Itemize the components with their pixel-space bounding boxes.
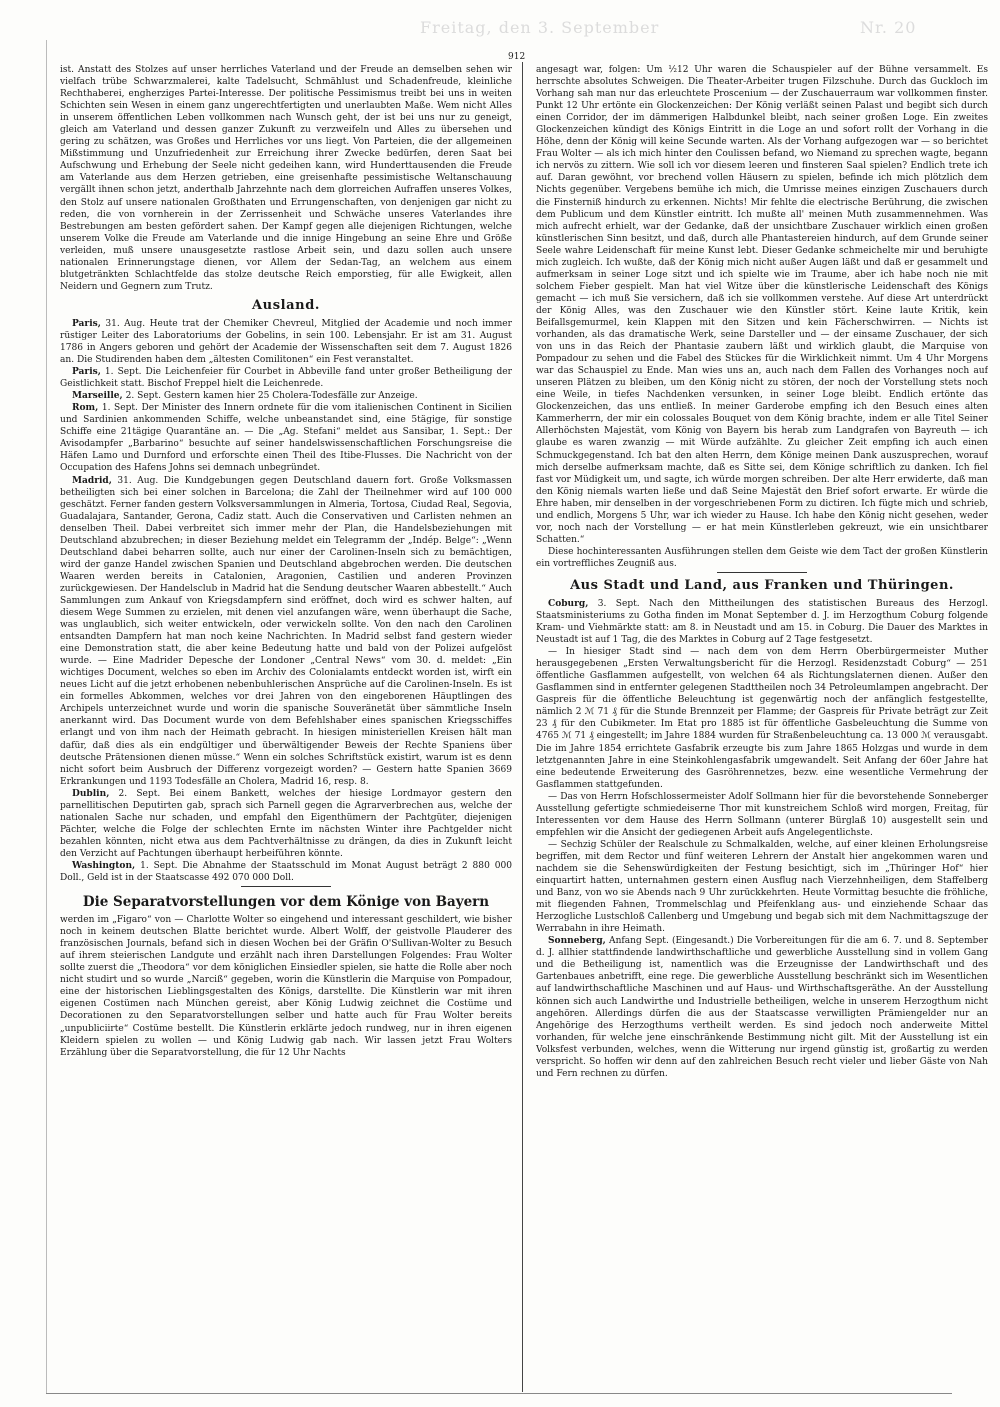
article-continuation: ist. Anstatt des Stolzes auf unser herrliches Vaterland und der Freude an demselben sehen wir vielfach trübe Schwarzmalerei, kalte Tadelsucht, Schmählust und Schadenfreude, kleinliche Rechthaberei, engherziges Partei-Interesse. Der politische Pessimismus treibt bei uns in weiten Schichten sein Wesen in einem ganz ungerechtfertigten und unerlaubten Maße. Wem nicht Alles in unserem öffentlichen Leben vollkommen nach Wunsch geht, der ist bei uns nur zu geneigt, gleich am Vaterland und dessen ganzer Zukunft zu verzweifeln und Alles zu übersehen und gering zu schätzen, was Großes und Herrliches vor uns liegt. Von Parteien, die der allgemeinen Mißstimmung und Unzufriedenheit zur Erreichung ihrer Zwecke bedürfen, deren Saat bei Aufschwung und Erhebung der Seele nicht gedeihen kann, wird Hunderttausenden die Freude am Vaterlande aus dem Herzen getrieben, eine greisenhafte pessimistische Weltanschauung vergällt ihnen schon jetzt, anderthalb Jahrzehnte nach dem glorreichen Aufraffen unseres Volkes, den Stolz auf unsere nationalen Großthaten und Errungenschaften, von denjenigen gar nicht zu reden, die von vornherein in der Zerrissenheit und Schwäche unseres Vaterlandes ihre Bestrebungen am besten gefördert sahen. Der Kampf gegen alle diejenigen Richtungen, welche unserem Volke die Freude am Vaterlande und die innige Hingebung an seine Ehre und Größe verleiden, muß unsere unausgesetzte rastlose Arbeit sein, und dazu sollen auch unsere nationalen Erinnerungstage dienen, vor Allem der Sedan-Tag, an welchem aus einem blutgetränkten Schlachtfelde das stolze deutsche Reich emporstieg, für alle Ewigkeit, allen Neidern und Gegnern zum Trutz.	[60, 65, 512, 292]
news-item-sonneberg	[536, 935, 988, 1080]
left-column	[60, 64, 512, 1364]
feature-text: werden im „Figaro“ von — Charlotte Wolter so eingehend und interessant geschildert, wie bisher noch in keinem deutschen Blatte berichtet wurde. Albert Wolff, der geistvolle Plauderer des französischen Journals, befand sich in diesen Wochen bei der Gräfin O'Sullivan-Wolter zu Besuch auf ihrem steierischen Landgute und erzählt nach ihren Darstellungen Folgendes: Frau Wolter sollte zuerst die „Theodora“ vor dem königlichen Einsiedler spielen, sie hatte die Rolle aber noch nicht studirt und so wurde „Narciß“ gegeben, worin die Künstlerin die Marquise von Pompadour, eine der historischen Lieblingsgestalten des Königs, darstellte. Die Künstlerin war mit ihren eigenen Costümen nach München gereist, aber König Ludwig zeichnet die Costüme und Decorationen zu den Separatvorstellungen selber und hatte auch für Frau Wolter bereits „unpubliciirte“ Costüme bestellt. Die Künstlerin erklärte jedoch rundweg, nur in ihren eigenen Kleidern spielen zu wollen — und König Ludwig gab nach. Wir lassen jetzt Frau Wolters Erzählung über die Separatvorstellung, die für 12 Uhr Nachts	[60, 915, 512, 1058]
heading-divider	[717, 572, 807, 573]
heading-divider	[241, 886, 331, 887]
right-column	[536, 64, 988, 1364]
news-text: 1. Sept. Der Minister des Innern ordnete für die vom italienischen Continent in Sicilien und Sardinien ankommenden Schiffe, welche unbeanstandet sind, eine 5tägige, für sonstige Schiffe eine 21tägige Quarantäne an. — Die „Ag. Stefani“ meldet aus Sansibar, 1. Sept.: Der Avisodampfer „Barbarino“ besuchte auf seiner handelswissenschaftlichen Forschungsreise die Häfen Lamo und Durnford und erforschte einen Theil des Itibe-Flusses. Die Nachricht von der Occupation des Hafens Johns sei demnach unbegründet.	[60, 403, 512, 474]
dateline: Coburg,	[548, 598, 589, 609]
news-item-paris-2	[60, 366, 512, 390]
news-text: 1. Sept. Die Abnahme der Staatsschuld im Monat August beträgt 2 880 000 Doll., Geld ist in der Staatscasse 492 070 000 Doll.	[60, 861, 512, 884]
feature-closing: Diese hochinteressanten Ausführungen stellen dem Geiste wie dem Tact der großen Künstlerin ein vortreffliches Zeugniß aus.	[536, 546, 988, 569]
bleed-through-text-right: Nr. 20	[860, 18, 917, 37]
dateline: Dublin,	[72, 788, 110, 799]
dateline: Marseille,	[72, 391, 123, 402]
page-frame-left	[46, 40, 47, 1394]
page-number: 912	[508, 52, 526, 62]
section-heading-regional: Aus Stadt und Land, aus Franken und Thüringen.	[570, 577, 954, 593]
news-text: 2. Sept. Gestern kamen hier 25 Cholera-Todesfälle zur Anzeige.	[125, 391, 418, 402]
news-text: 1. Sept. Die Leichenfeier für Courbet in Abbeville fand unter großer Betheiligung der Geistlichkeit statt. Bischof Freppel hielt die Leichenrede.	[60, 367, 512, 390]
feature-heading: Die Separatvorstellungen vor dem Könige von Bayern	[82, 894, 490, 911]
news-item-rom	[60, 402, 512, 474]
news-item-coburg-gate: — Das von Herrn Hofschlossermeister Adolf Sollmann hier für die bevorstehende Sonneberger Ausstellung gefertigte schmiedeiserne Thor mit kunstreichem Schloß wird morgen, Freitag, für Interessenten vor dem Hause des Herrn Sollmann (unterer Bürglaß 10) ausgestellt sein und empfehlen wir die Ansicht der gediegenen Arbeit aufs Angelegentlichste.	[536, 791, 988, 838]
news-item-coburg	[536, 598, 988, 646]
dateline: Madrid,	[72, 475, 112, 486]
news-item-dublin	[60, 788, 512, 860]
column-divider	[522, 62, 523, 1392]
dateline: Paris,	[72, 367, 101, 378]
dateline: Washington,	[72, 861, 136, 871]
news-text: Anfang Sept. (Eingesandt.) Die Vorbereitungen für die am 6. 7. und 8. September d. J. allhier stattfindende landwirthschaftliche und gewerbliche Ausstellung sind in vollem Gang und die Betheiligung ist, namentlich was die Erzeugnisse der Landwirthschaft und des Gartenbaues anbetrifft, eine rege. Die gewerbliche Ausstellung beschränkt sich im Wesentlichen auf landwirthschaftliche Maschinen und auf Haus- und Wirthschaftsgeräthe. An der Ausstellung können sich auch Landwirthe und Industrielle betheiligen, welche in unserem Herzogthum nicht angehören. Allerdings dürfen die aus der Staatscasse verwilligten Prämiengelder nur an Angehörige des Herzogthums vertheilt werden. Es sind jedoch noch anderweite Mittel vorhanden, für welche jene einschränkende Bestimmung nicht gilt. Mit der Ausstellung ist ein Volksfest verbunden, welches, wenn die Witterung nur irgend günstig ist, großartig zu werden verspricht. So hoffen wir denn auf den zahlreichen Besuch recht vieler und lieber Gäste von Nah und Fern rechnen zu dürfen.	[536, 936, 988, 1079]
dateline: Rom,	[72, 403, 99, 414]
news-text: 31. Aug. Die Kundgebungen gegen Deutschland dauern fort. Große Volksmassen betheiligten sich bei einer solchen in Barcelona; die Zahl der Theilnehmer wird auf 100 000 geschätzt. Ferner fanden gestern Volksversammlungen in Almeria, Tortosa, Ciudad Real, Segovia, Guadalajara, Santander, Gerona, Cadiz statt. Auch die Conservativen und Carlisten nehmen an denselben Theil. Dabei verbreitet sich immer mehr der Plan, die Handelsbeziehungen mit Deutschland abzubrechen; in dieser Beziehung meldet ein Telegramm der „Indép. Belge“: „Wenn Deutschland dabei beharren sollte, auch nur einer der Carolinen-Inseln sich zu bemächtigen, wird der ganze Handel zwischen Spanien und Deutschland abgebrochen werden. Die deutschen Waaren werden bereits in Catalonien, Aragonien, Castilien und anderen Provinzen zurückgewiesen. Der Handelsclub in Madrid hat die Sendung deutscher Waaren abbestellt.“ Auch Sammlungen zum Ankauf von Kriegsdampfern sind eröffnet, doch wird es schwer halten, auf diesem Wege Summen zu erzielen, mit denen viel anzufangen wäre, wenn überhaupt die Sache, was unglaublich, sich weiter entwickeln, oder verwickeln sollte. Von den nach den Carolinen entsandten Dampfern hat man noch keine Nachrichten. In Madrid selbst fand gestern wieder eine Demonstration statt, die aber keine Bedeutung hatte und bald von der Polizei aufgelöst wurde. — Eine Madrider Depesche der Londoner „Central News“ vom 30. d. meldet: „Ein wichtiges Document, welches so eben im Archiv des Colonialamts entdeckt worden ist, wirft ein neues Licht auf die jetzt erhobenen nebenbuhlerischen Ansprüche auf die Carolinen-Inseln. Es ist ein formelles Abkommen, welches vor drei Jahren von den eingeborenen Häuptlingen des Archipels unterzeichnet wurde und worin die spanische Souveränetät über sämmtliche Inseln anerkannt wird. Das Document wurde von dem Befehlshaber eines spanischen Kriegsschiffes erlangt und von ihm nach der Heimath gebracht. In hiesigen ministeriellen Kreisen hält man dafür, daß dies als ein endgültiger und überwältigender Beweis der Rechte Spaniens über deutsche Prätensionen dienen müsse.“ Wenn ein solches Schriftstück existirt, warum ist es denn nicht sofort beim Ausbruch der Differenz vorgezeigt worden? — Gestern hatte Spanien 3669 Erkrankungen und 1193 Todesfälle an Cholera, Madrid 16, resp. 8.	[60, 475, 512, 787]
section-heading-ausland: Ausland.	[251, 297, 321, 313]
page-frame-bottom	[46, 1393, 952, 1394]
news-text: 2. Sept. Bei einem Bankett, welches der hiesige Lordmayor gestern den parnellitischen Deputirten gab, sprach sich Parnell gegen die Agrarverbrechen aus, welche der nationalen Sache nur schaden, und empfahl den Eigenthümern der Pachtgüter, diejenigen Pächter, welche die Folge der schlechten Ernte im nächsten Winter ihre Pachtgelder nicht bezahlen könnten, nicht etwa aus dem Pachtverhältnisse zu drängen, da dies in Zukunft leicht den Verzicht auf Pachtungen überhaupt herbeiführen könnte.	[60, 788, 512, 859]
news-item-marseille	[60, 390, 512, 402]
dateline: Paris,	[72, 318, 101, 329]
news-text: 31. Aug. Heute trat der Chemiker Chevreul, Mitglied der Academie und noch immer rüstiger Leiter des Laboratoriums der Gobelins, in sein 100. Lebensjahr. Er ist am 31. August 1786 in Angers geboren und gehört der Academie der Wissenschaften seit dem 7. August 1826 an. Die Studirenden haben dem „ältesten Comilitonen“ ein Fest veranstaltet.	[60, 318, 512, 366]
news-item-washington	[60, 860, 512, 884]
feature-continuation: angesagt war, folgen: Um ½12 Uhr waren die Schauspieler auf der Bühne versammelt. Es herrschte absolutes Schweigen. Die Theater-Arbeiter trugen Filzschuhe. Durch das Guckloch im Vorhang sah man nur das erleuchtete Proscenium — der Zuschauerraum war vollkommen finster. Punkt 12 Uhr ertönte ein Glockenzeichen: Der König verläßt seinen Palast und begibt sich durch einen Corridor, der im dämmerigen Halbdunkel bleibt, nach seiner großen Loge. Ein zweites Glockenzeichen kündigt des Königs Eintritt in die Loge an und sofort rollt der Vorhang in die Höhe, denn der König will keine Secunde warten. Als der Vorhang aufgezogen war — so berichtet Frau Wolter — als ich mich hinter den Coulissen befand, wo Niemand zu sprechen wagte, begann ich nervös zu zittern. Wie soll ich vor diesem leeren und finsteren Saal spielen? Endlich trete ich auf. Daran gewöhnt, vor brechend vollen Häusern zu spielen, befinde ich mich plötzlich dem Nichts gegenüber. Vergebens bemühe ich mich, die Umrisse meines einzigen Zuschauers durch die Finsterniß hindurch zu erkennen. Nichts! Mir fehlte die electrische Berührung, die zwischen dem Publicum und dem Künstler eintritt. Ich mußte all' meinen Muth zusammennehmen. Was mich aufrecht erhielt, war der Gedanke, daß der unsichtbare Zuschauer wirklich einen großen künstlerischen Sinn besitzt, und daß, durch alle Phantastereien hindurch, auf dem Grunde seiner Seele wahre Leidenschaft für meine Kunst lebt. Dieser Gedanke schmeichelte mir und beruhigte mich zugleich. Ich wußte, daß der König mich nicht außer Augen läßt und daß er gesammelt und aufmerksam in seiner Loge sitzt und ich spielte wie im Traume, aber ich habe noch nie mit solchem Fieber gespielt. Man hat viel Witze über die künstlerische Leidenschaft des Königs gemacht — ich muß Sie versichern, daß ich sie vollkommen verstehe. Auf diese Art unterdrückt der König Alles, was den Zuschauer wie den Künstler stört. Keine laute Kritik, kein Beifallsgemurmel, kein Klappen mit den Sitzen und kein Fächerschwirren. — Nichts ist vorhanden, als das dramatische Werk, seine Darsteller und — der einsame Zuschauer, der sich von uns in das Reich der Phantasie zaubern läßt und wirklich glaubt, die Marquise von Pompadour zu sehen und die Fabel des Stückes für die Wirklichkeit nimmt. Um 4 Uhr Morgens war das Schauspiel zu Ende. Man wies uns an, auch nach dem Fallen des Vorhanges noch auf unseren Plätzen zu bleiben, um den König nicht zu stören, der noch der Vorstellung stets noch eine Weile, in tiefes Nachdenken versunken, in seiner Loge bleibt. Endlich ertönte das Glockenzeichen, das uns entließ. In meiner Garderobe empfing ich den Besuch eines alten Kammerherrn, der mir ein colossales Bouquet von dem König brachte, indem er alle Titel Seiner Allerhöchsten Majestät, vom König von Bayern bis herab zum Landgrafen von Bayreuth — ich glaube es waren zwanzig — mit Würde aufzählte. Zu gleicher Zeit empfing ich auch einen Schmuckgegenstand. Ich bat den alten Herrn, dem Könige meinen Dank auszusprechen, worauf mich derselbe aufmerksam machte, daß es Sitte sei, dem Könige schriftlich zu danken. Ich fiel fast vor Müdigkeit um, und sagte, ich würde morgen schreiben. Der alte Herr erwiderte, daß man den König niemals warten ließe und daß Seine Majestät den Brief sofort erwarte. Er würde die Ehre haben, mir denselben in der vorgeschriebenen Form zu dictiren. Ich fügte mich und schrieb, und endlich, Morgens 5 Uhr, war ich wieder zu Hause. Ich habe den König nicht gesehen, weder vor, noch nach der Vorstellung — er hat mein Künstlerleben gekreuzt, wie ein unsichtbarer Schatten.“	[536, 65, 988, 545]
bleed-through-text-left: Freitag, den 3. September	[420, 18, 660, 37]
news-item-coburg-students: — Sechzig Schüler der Realschule zu Schmalkalden, welche, auf einer kleinen Erholungsreise begriffen, mit dem Rector und fünf weiteren Lehrern der Anstalt hier angekommen waren und nachdem sie die Sehenswürdigkeiten der Festung besichtigt, sich im „Thüringer Hof“ hier einquartirt hatten, unternahmen gestern einen Ausflug nach Vierzehnheiligen, dem Staffelberg und Banz, von wo sie Abends nach 9 Uhr zurückkehrten. Heute Vormittag besuchte die fröhliche, mit fliegenden Fahnen, Trommelschlag und Pfeifenklang aus- und einziehende Schaar das Herzogliche Lustschloß Callenberg und Umgebung und begab sich mit dem Nachmittagszuge der Werrabahn in ihre Heimath.	[536, 839, 988, 935]
news-item-coburg-gas: — In hiesiger Stadt sind — nach dem von dem Herrn Oberbürgermeister Muther herausgegebenen „Ersten Verwaltungsbericht für die Herzogl. Residenzstadt Coburg“ — 251 öffentliche Gasflammen aufgestellt, von welchen 64 als Richtungslaternen dienen. Außer den Gasflammen sind in entfernter gelegenen Stadttheilen noch 34 Petroleumlampen angebracht. Der Gaspreis für die öffentliche Beleuchtung ist gegenwärtig noch der anfänglich festgestellte, nämlich 2 ℳ 71 ₰ für die Stunde Brennzeit per Flamme; der Gaspreis für Private beträgt zur Zeit 23 ₰ für den Cubikmeter. Im Etat pro 1885 ist für öffentliche Gasbeleuchtung die Summe von 4765 ℳ 71 ₰ eingestellt; im Jahre 1884 wurden für Straßenbeleuchtung ca. 13 000 ℳ verausgabt. Die im Jahre 1854 errichtete Gasfabrik erzeugte bis zum Jahre 1865 Holzgas und wurde in dem letztgenannten Jahre in eine Steinkohlengasfabrik umgewandelt. Seit Anfang der 60er Jahre hat eine bedeutende Erweiterung des Gasröhrennetzes, bezw. eine wesentliche Vermehrung der Gasflammen stattgefunden.	[536, 647, 988, 790]
news-item-paris-1	[60, 318, 512, 366]
news-item-madrid	[60, 475, 512, 788]
dateline: Sonneberg,	[548, 936, 606, 947]
news-text: 3. Sept. Nach den Mittheilungen des statistischen Bureaus des Herzogl. Staatsministeriums zu Gotha finden im Monat September d. J. im Herzogthum Coburg folgende Kram- und Viehmärkte statt: am 8. in Neustadt und am 15. in Coburg. Die Dauer des Marktes in Neustadt ist auf 1 Tag, die des Marktes in Coburg auf 2 Tage festgesetzt.	[536, 598, 988, 646]
